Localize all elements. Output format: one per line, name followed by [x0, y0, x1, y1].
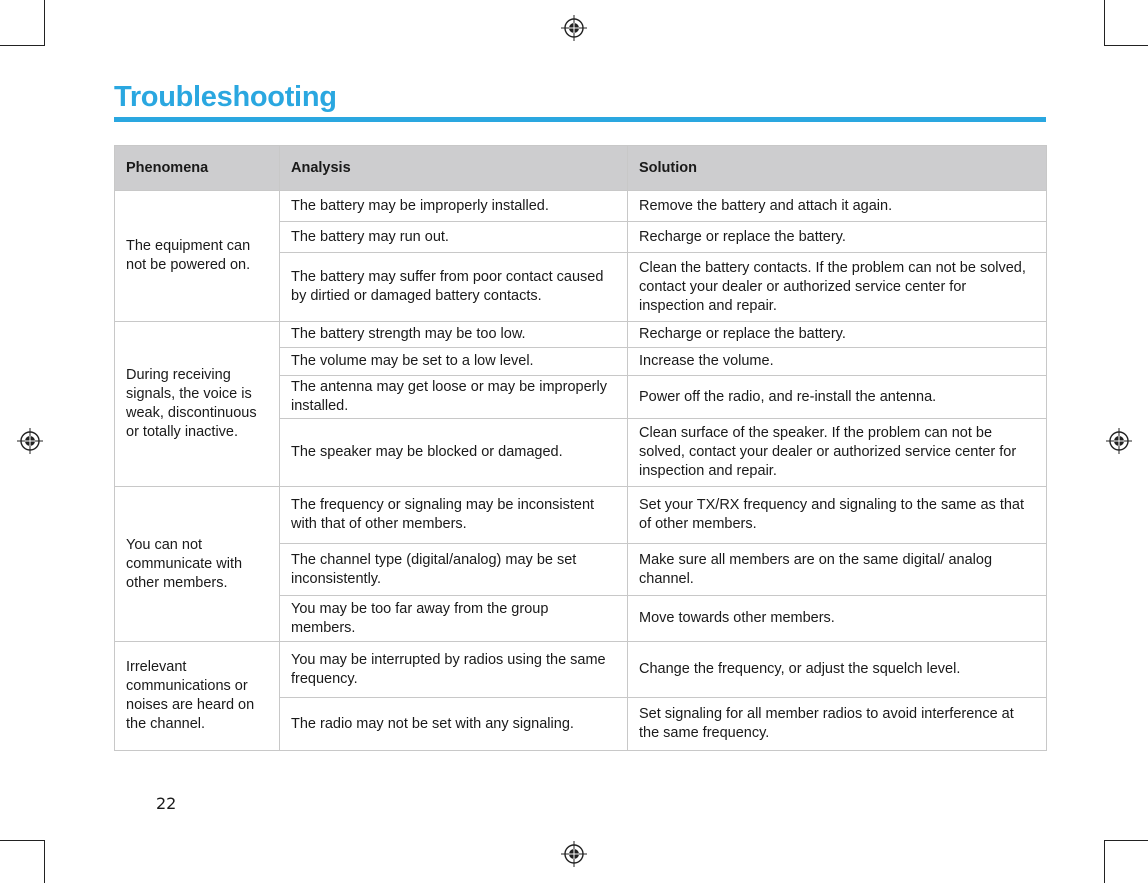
analysis-cell: The speaker may be blocked or damaged. [280, 419, 628, 487]
solution-cell: Make sure all members are on the same digital/ analog channel. [628, 544, 1047, 596]
table-row [115, 487, 1047, 544]
crop-mark-tr-h [1104, 45, 1148, 46]
solution-cell: Power off the radio, and re-install the antenna. [628, 376, 1047, 419]
title-underline [114, 117, 1046, 122]
solution-cell: Clean the battery contacts. If the problem can not be solved, contact your dealer or authorized service center for inspection and repair. [628, 253, 1047, 322]
page-title: Troubleshooting [114, 81, 337, 113]
header-phenomena: Phenomena [115, 146, 280, 191]
registration-mark-top-icon [561, 15, 587, 41]
analysis-cell: The battery strength may be too low. [280, 322, 628, 348]
registration-mark-bottom-icon [561, 841, 587, 867]
analysis-cell: The antenna may get loose or may be improperly installed. [280, 376, 628, 419]
table-row [115, 322, 1047, 348]
crop-mark-bl-h [0, 840, 45, 841]
solution-cell: Set signaling for all member radios to avoid interference at the same frequency. [628, 698, 1047, 751]
crop-mark-br-v [1104, 840, 1105, 883]
solution-cell: Recharge or replace the battery. [628, 222, 1047, 253]
solution-cell: Recharge or replace the battery. [628, 322, 1047, 348]
phenomenon-cell: During receiving signals, the voice is weak, discontinuous or totally inactive. [115, 322, 280, 487]
registration-mark-right-icon [1106, 428, 1132, 454]
analysis-cell: You may be too far away from the group members. [280, 596, 628, 642]
header-analysis: Analysis [280, 146, 628, 191]
crop-mark-br-h [1104, 840, 1148, 841]
solution-cell: Move towards other members. [628, 596, 1047, 642]
analysis-cell: The battery may run out. [280, 222, 628, 253]
solution-cell: Clean surface of the speaker. If the problem can not be solved, contact your dealer or authorized service center for inspection and repair. [628, 419, 1047, 487]
solution-cell: Increase the volume. [628, 348, 1047, 376]
table-header-row [115, 146, 1047, 191]
analysis-cell: The volume may be set to a low level. [280, 348, 628, 376]
analysis-cell: The radio may not be set with any signaling. [280, 698, 628, 751]
registration-mark-left-icon [17, 428, 43, 454]
solution-cell: Set your TX/RX frequency and signaling to the same as that of other members. [628, 487, 1047, 544]
phenomenon-cell: Irrelevant communications or noises are heard on the channel. [115, 642, 280, 751]
analysis-cell: You may be interrupted by radios using the same frequency. [280, 642, 628, 698]
analysis-cell: The frequency or signaling may be inconsistent with that of other members. [280, 487, 628, 544]
header-solution: Solution [628, 146, 1047, 191]
analysis-cell: The battery may be improperly installed. [280, 191, 628, 222]
troubleshooting-table [114, 145, 1047, 751]
table-row [115, 642, 1047, 698]
phenomenon-cell: The equipment can not be powered on. [115, 191, 280, 322]
page-number: 22 [156, 794, 177, 813]
analysis-cell: The battery may suffer from poor contact caused by dirtied or damaged battery contacts. [280, 253, 628, 322]
crop-mark-tl-h [0, 45, 45, 46]
crop-mark-bl-v [44, 840, 45, 883]
phenomenon-cell: You can not communicate with other members. [115, 487, 280, 642]
table-row [115, 191, 1047, 222]
analysis-cell: The channel type (digital/analog) may be set inconsistently. [280, 544, 628, 596]
solution-cell: Change the frequency, or adjust the squelch level. [628, 642, 1047, 698]
crop-mark-tr-v [1104, 0, 1105, 45]
crop-mark-tl-v [44, 0, 45, 45]
solution-cell: Remove the battery and attach it again. [628, 191, 1047, 222]
